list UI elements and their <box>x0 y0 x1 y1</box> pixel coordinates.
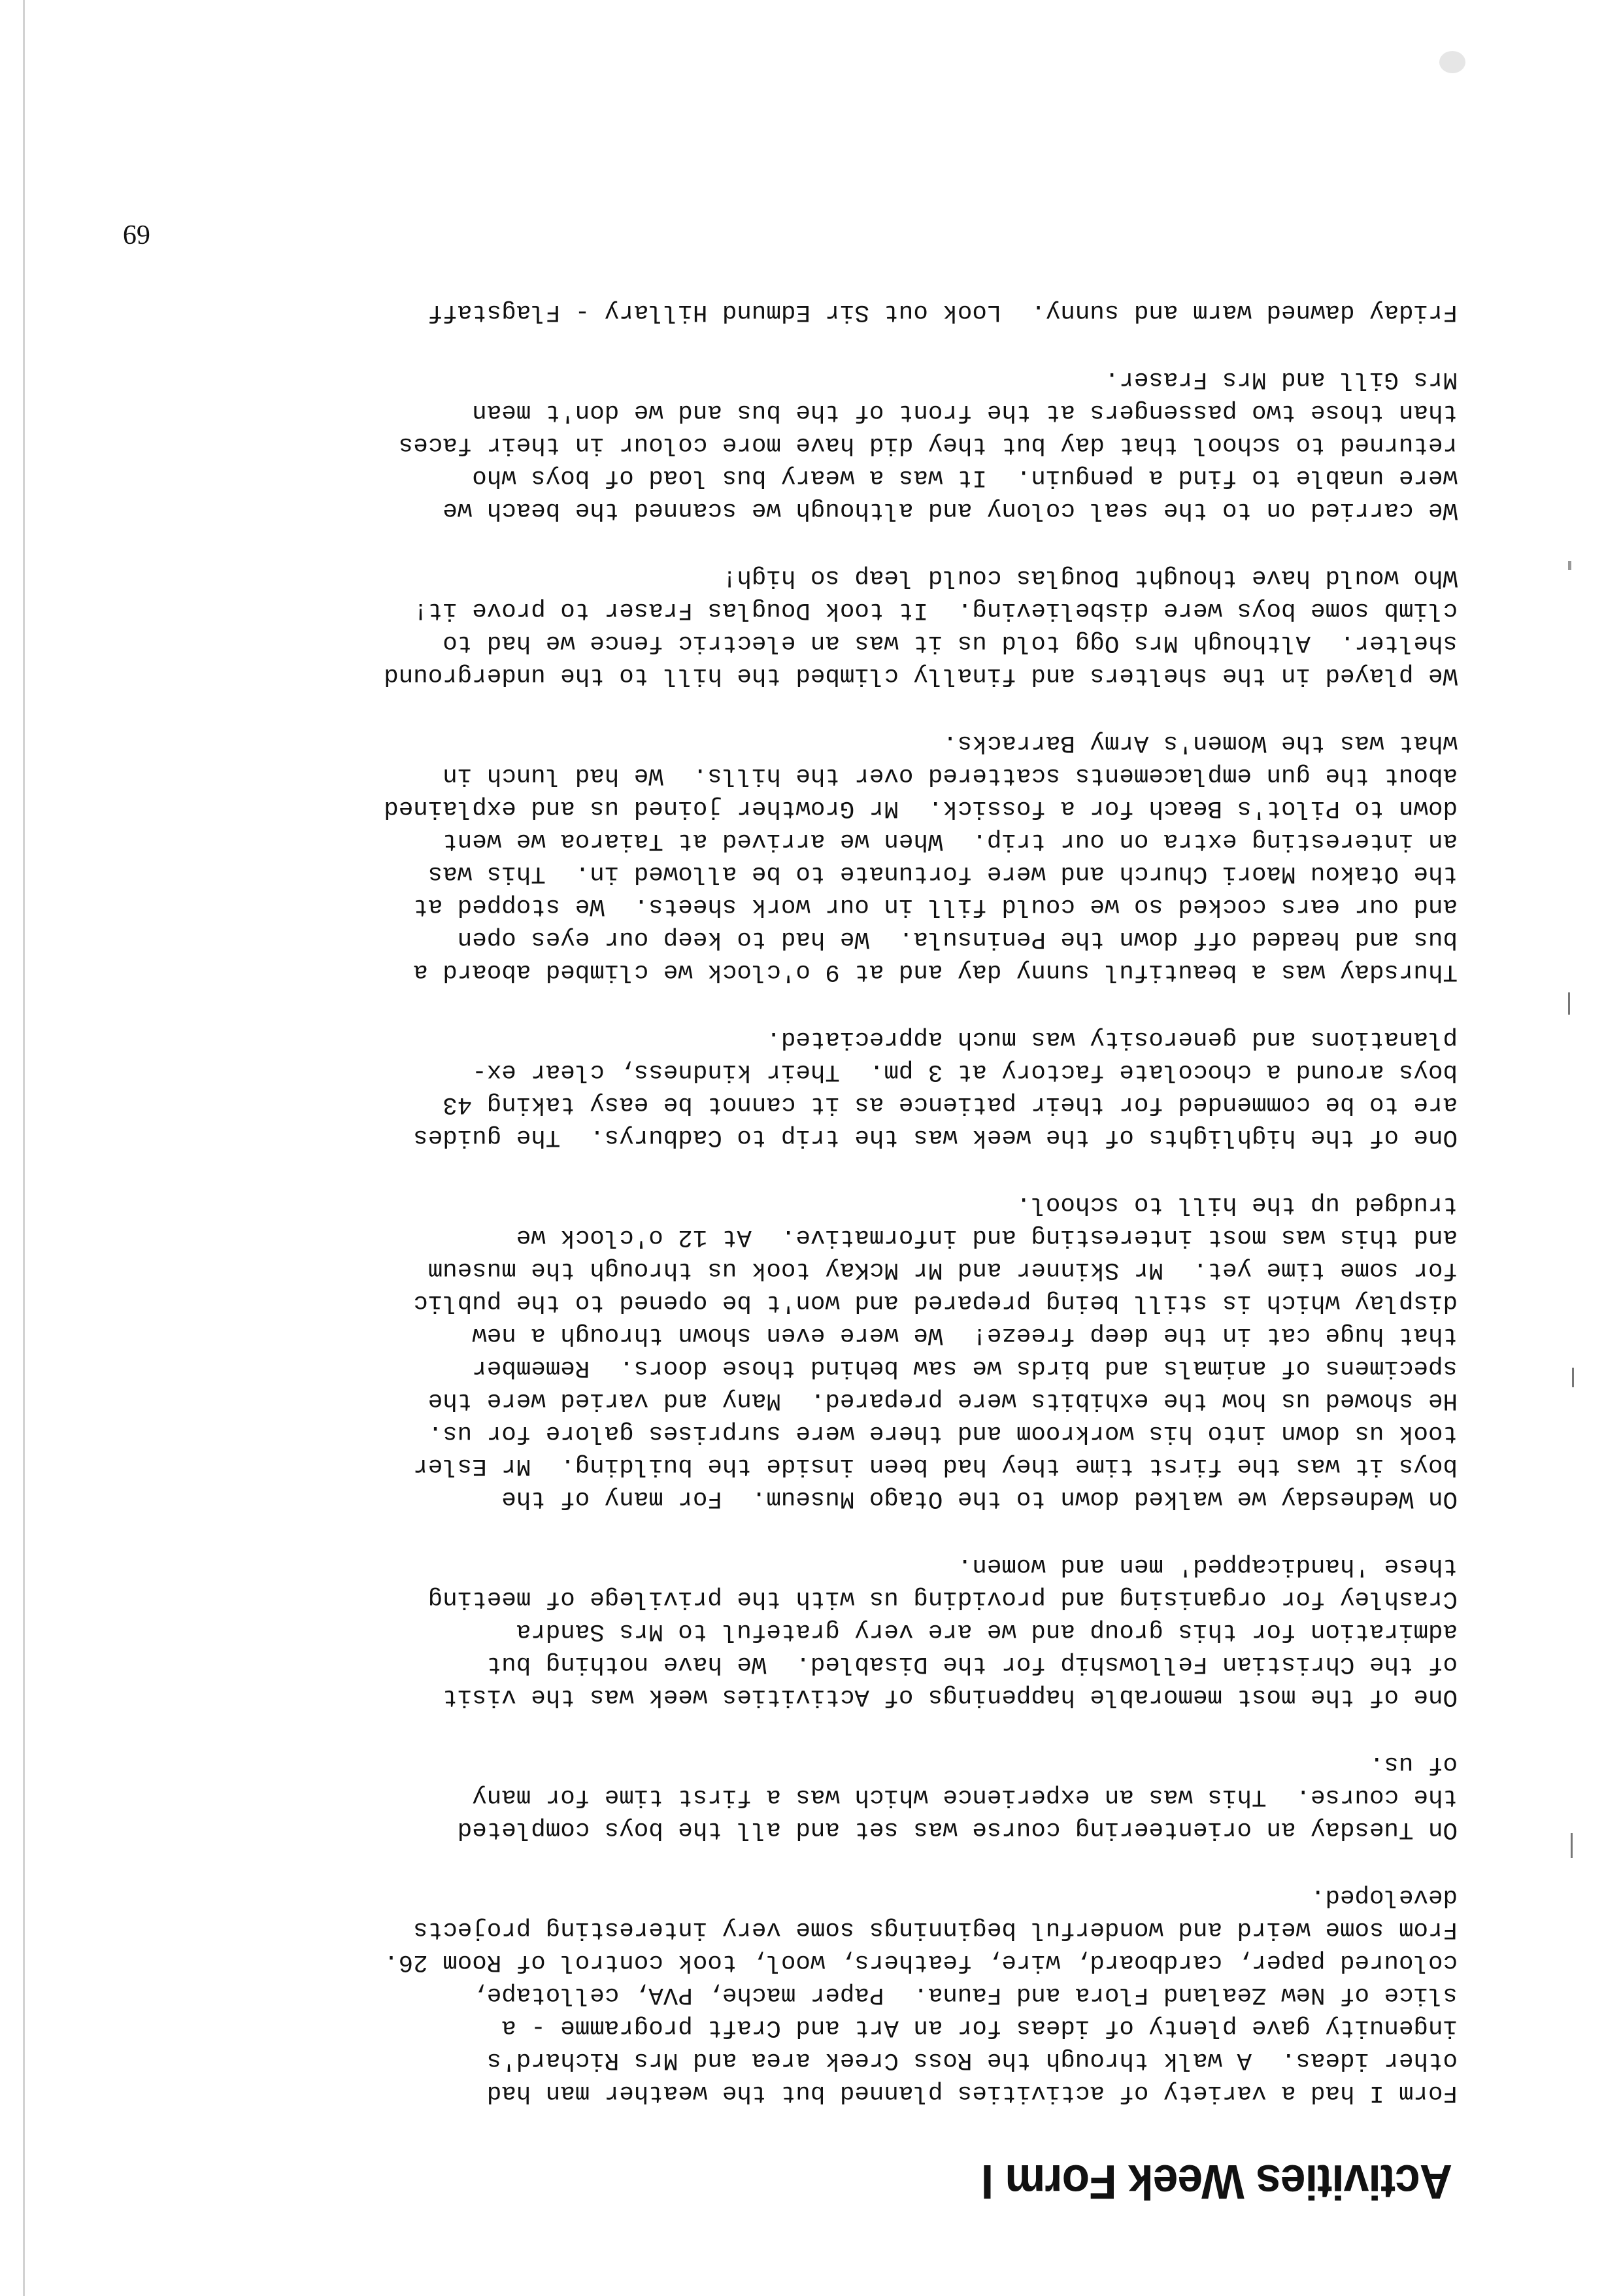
text-line: climb some boys were disbelieving. It took Douglas Fraser to prove it! <box>413 596 1458 624</box>
text-line: of us. <box>1369 1750 1458 1778</box>
text-line: about the gun emplacements scattered over the hills. We had lunch in <box>443 762 1458 789</box>
text-line: One of the most memorable happenings of Activities week was the visit <box>443 1683 1458 1710</box>
text-line: and our ears cocked so we could fill in our work sheets. We stopped at <box>413 892 1458 920</box>
text-line: an interesting extra on our trip. When we arrived at Taiaroa we went <box>443 827 1458 854</box>
text-line: Friday dawned warm and sunny. Look out Sir Edmund Hillary - Flagstaff <box>427 298 1458 326</box>
paragraph <box>150 1188 1458 1515</box>
text-line: We played in the shelters and finally climbed the hill to the underground <box>384 662 1458 689</box>
margin-mark <box>1571 1833 1573 1858</box>
text-line: boys it was the first time they had been inside the building. Mr Esler <box>413 1452 1458 1479</box>
paragraph <box>150 561 1458 692</box>
text-line: took us down into his workroom and there were surprises galore for us. <box>427 1419 1458 1447</box>
text-line: On Wednesday we walked down to the Otago Museum. For many of the <box>501 1485 1458 1512</box>
text-line: He showed us how the exhibits were prepared. Many and varied were the <box>427 1387 1458 1414</box>
text-line: trudged up the hill to school. <box>1016 1190 1458 1218</box>
margin-mark <box>1568 561 1571 570</box>
text-line: On Tuesday an orienteering course was set and all the boys completed <box>457 1815 1458 1843</box>
page-number: 69 <box>123 219 150 249</box>
text-line: and this was most interesting and informative. At 12 o'clock we <box>516 1223 1458 1251</box>
text-line: ingenuity gave plenty of ideas for an Art and Craft programme - a <box>501 2014 1458 2041</box>
text-line: Who would have thought Douglas could leap so high! <box>722 564 1458 591</box>
paragraph <box>150 363 1458 526</box>
text-line: coloured paper, cardboard, wire, feathers, wool, took control of Room 26. <box>384 1948 1458 1976</box>
scan-edge <box>23 0 25 2296</box>
text-line: are to be commended for their patience as it cannot be easy taking 43 <box>443 1090 1458 1118</box>
paragraph <box>150 1022 1458 1153</box>
text-line: From some weird and wonderful beginnings some very interesting projects <box>413 1916 1458 1943</box>
text-line: slice of New Zealand Flora and Fauna. Paper mache, PVA, cellotape, <box>472 1981 1458 2008</box>
text-line: of the Christian Fellowship for the Disabled. We have nothing but <box>486 1650 1458 1678</box>
text-line: down to Pilot's Beach for a fossick. Mr Growther joined us and explained <box>384 794 1458 822</box>
text-line: Form I had a variety of activities planned but the weather man had <box>486 2079 1458 2106</box>
text-line: the course. This was an experience which was a first time for many <box>472 1783 1458 1810</box>
text-line: Mrs Gill and Mrs Fraser. <box>1104 365 1458 393</box>
text-line: were unable to find a penguin. It was a weary bus load of boys who <box>472 464 1458 491</box>
text-line: for some time yet. Mr Skinner and Mr McKay took us through the museum <box>427 1256 1458 1283</box>
paragraph <box>150 726 1458 988</box>
text-line: that huge cat in the deep freeze! We were even shown through a new <box>472 1321 1458 1349</box>
text-line: other ideas. A walk through the Ross Creek area and Mrs Richard's <box>486 2046 1458 2074</box>
text-line: the Otakou Maori Church and were fortunate to be allowed in. This was <box>427 860 1458 887</box>
text-line: boys around a chocolate factory at 3 pm. Their kindness, clear ex- <box>472 1058 1458 1085</box>
text-line: display which is still being prepared and won't be opened to the public <box>413 1289 1458 1316</box>
paragraph <box>150 1549 1458 1713</box>
text-line: returned to school that day but they did have more colour in their faces <box>398 431 1458 458</box>
text-line: Thursday was a beautiful sunny day and at 9 o'clock we climbed aboard a <box>413 958 1458 985</box>
text-line: admiration for this group and we are very grateful to Mrs Sandra <box>516 1617 1458 1645</box>
text-line: shelter. Although Mrs Ogg told us it was an electric fence we had to <box>443 629 1458 656</box>
text-line: One of the highlights of the week was the trip to Cadburys. The guides <box>413 1123 1458 1151</box>
paragraph <box>150 1880 1458 2109</box>
margin-mark <box>1568 992 1570 1015</box>
margin-mark <box>1572 1368 1574 1387</box>
text-line: specimens of animals and birds we saw behind those doors. Remember <box>472 1354 1458 1381</box>
text-line: bus and headed off down the Peninsula. We had to keep our eyes open <box>457 925 1458 953</box>
scan-smudge <box>1439 51 1465 73</box>
page-title: Activities Week Form I <box>981 2155 1452 2209</box>
text-line: planations and generosity was much appreciated. <box>766 1025 1458 1053</box>
article-body <box>150 261 1458 2109</box>
paragraph <box>150 295 1458 328</box>
text-line: Crashley for organising and providing us with the privilege of meeting <box>427 1585 1458 1612</box>
paragraph <box>150 1747 1458 1846</box>
text-line: what was the Women's Army Barracks. <box>943 729 1458 756</box>
text-line: than those two passengers at the front of the bus and we don't mean <box>472 398 1458 426</box>
text-line: developed. <box>1310 1883 1458 1910</box>
text-line: these 'handicapped' men and women. <box>957 1552 1458 1579</box>
text-line: We carried on to the seal colony and although we scanned the beach we <box>443 496 1458 524</box>
